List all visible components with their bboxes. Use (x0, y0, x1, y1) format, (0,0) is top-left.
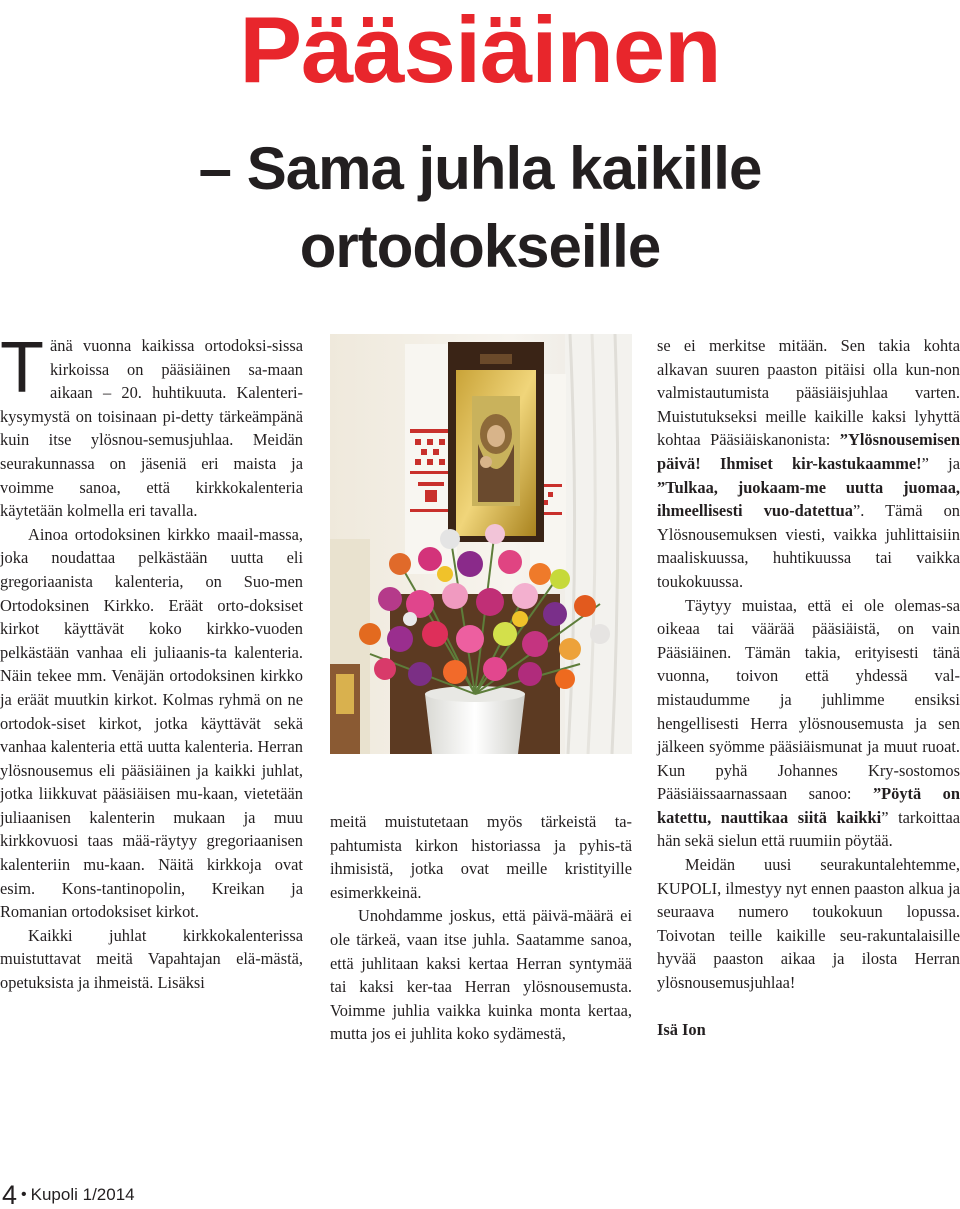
paragraph (0, 328, 303, 523)
subheadline-line-2: ortodokseille (299, 213, 661, 280)
paragraph-text: ”. Tämä on Ylösnousemuksen viesti, vaikka juhlittaisiin maaliskuussa, huhtikuussa tai vaikka toukokuussa. (657, 501, 960, 591)
paragraph: Meidän uusi seurakuntalehtemme, KUPOLI, ilmestyy nyt ennen paaston alkua ja seuraava numero toukokuun lopussa. Toivotan teille kaikille seu-rakuntalaisille hyvää paaston aikaa ja ilosta Herran ylösnousemusjuhlaa! (657, 855, 960, 993)
subheadline-line-1: – Sama juhla kaikille (198, 135, 762, 202)
paragraph: Ainoa ortodoksinen kirkko maail-massa, joka noudattaa pelkästään uutta eli gregoriaanista kalenteria, on Suo-men Ortodoksinen Kirkko. Eräät orto-doksiset kirkot käyttävät koko kirkko-vuoden pelkästään vanhaa eli juliaanis-ta kalenteria. Näin tekee mm. Venäjän ortodoksinen kirkko ja eräät muutkin kirkot. Kolmas ryhmä on ne ortodok-siset kirkot, jotka käyttävät sekä vanhaa kalenteria että uutta kalenteria. Herran ylösnousemus eli pääsiäinen ja kaikki juhlat, jotka liikkuvat pääsiäisen mu-kaan, vietetään juliaanisen kalenterin mukaan ja muu kirkkovuosi taas mää-räytyy gregoriaanisen kalenteriin mu-kaan. Näitä kirkkoja ovat esim. Kons-tantinopolin, Kreikan ja Romanian ortodoksiset kirkot. (0, 524, 303, 922)
quote-bold: ”Pöytä on katettu, nauttikaa siitä kaikki (657, 784, 960, 827)
article-column-3 (657, 334, 960, 1041)
drop-cap: T (0, 328, 44, 408)
subheadline (0, 130, 960, 286)
page-number: 4 (2, 1180, 18, 1209)
paragraph-text: ” tarkoittaa hän sekä sielun että ruumiin pöytää. (657, 807, 960, 851)
paragraph-text: se ei merkitse mitään. Sen takia kohta alkavan suuren paaston pitäisi olla kun-non valmistautumista pääsiäisjuhlaa varten. Muistutukseksi meille kaikille kaksi lyhyttä kohtaa Pääsiäiskanonista: (657, 336, 960, 450)
paragraph: Kaikki juhlat kirkkokalenterissa muistuttavat meitä Vapahtajan elä-mästä, opetuksista ja ihmeistä. Lisäksi (0, 925, 303, 993)
author-signature: Isä Ion (657, 1019, 706, 1039)
paragraph (657, 594, 960, 854)
folio-bullet: • (21, 1186, 27, 1203)
paragraph-text: ” ja (921, 453, 960, 473)
quote-bold: ”Tulkaa, juokaam-me uutta juomaa, ihmeellisesti vuo-datettua (657, 477, 960, 521)
paragraph (657, 334, 960, 594)
publication-name: Kupoli 1/2014 (30, 1185, 135, 1204)
page-folio (2, 1180, 135, 1209)
photo-icon-corner-flowers (330, 334, 632, 754)
paragraph-text: änä vuonna kaikissa ortodoksi-sissa kirkoissa on pääsiäinen sa-maan aikaan – 20. huhtikuuta. Kalenteri-kysymystä on toisinaan pi-detty tärkeämpänä kuin itse ylösnou-semusjuhlaa. Meidän seurakunnassa on jäseniä eri maista ja voimme sanoa, että kirkkokalenteria käytetään kolmella eri tavalla. (0, 336, 303, 521)
article-column-2 (330, 810, 632, 1046)
quote-bold: ”Ylösnousemisen päivä! Ihmiset kir-kastukaamme! (657, 430, 960, 473)
article-column-1 (0, 328, 303, 995)
paragraph: Unohdamme joskus, että päivä-määrä ei ole tärkeä, vaan itse juhla. Saatamme sanoa, että juhlitaan kaksi kertaa Herran syntymää tai kaksi ker-taa Herran ylösnousemusta. Voimme juhlia vaikka kuinka monta kertaa, mutta jos ei juhlita koko sydämestä, (330, 906, 632, 1044)
paragraph-text: Täytyy muistaa, että ei ole olemas-sa oikeaa tai väärää pääsiäistä, on vain Pääsiäinen. Tämän takia, erityisesti tänä vuonna, toivon että yhdessä val-mistaudumme ja juhlimme ensiksi hengellisesti Herra ylösnousemusta ja sen jälkeen syömme pääsiäismunat ja muut ruoat. Kun pyhä Johannes Kry-sostomos Pääsiäissaarnassaan sanoo: (657, 595, 960, 804)
paragraph: meitä muistutetaan myös tärkeistä ta-pahtumista kirkon historiassa ja pyhis-tä ihmisistä, jotka ovat meille kristityille esimerkkeinä. (330, 812, 632, 902)
flowers-photo-illustration (330, 334, 632, 754)
headline: Pääsiäinen (239, 0, 721, 102)
